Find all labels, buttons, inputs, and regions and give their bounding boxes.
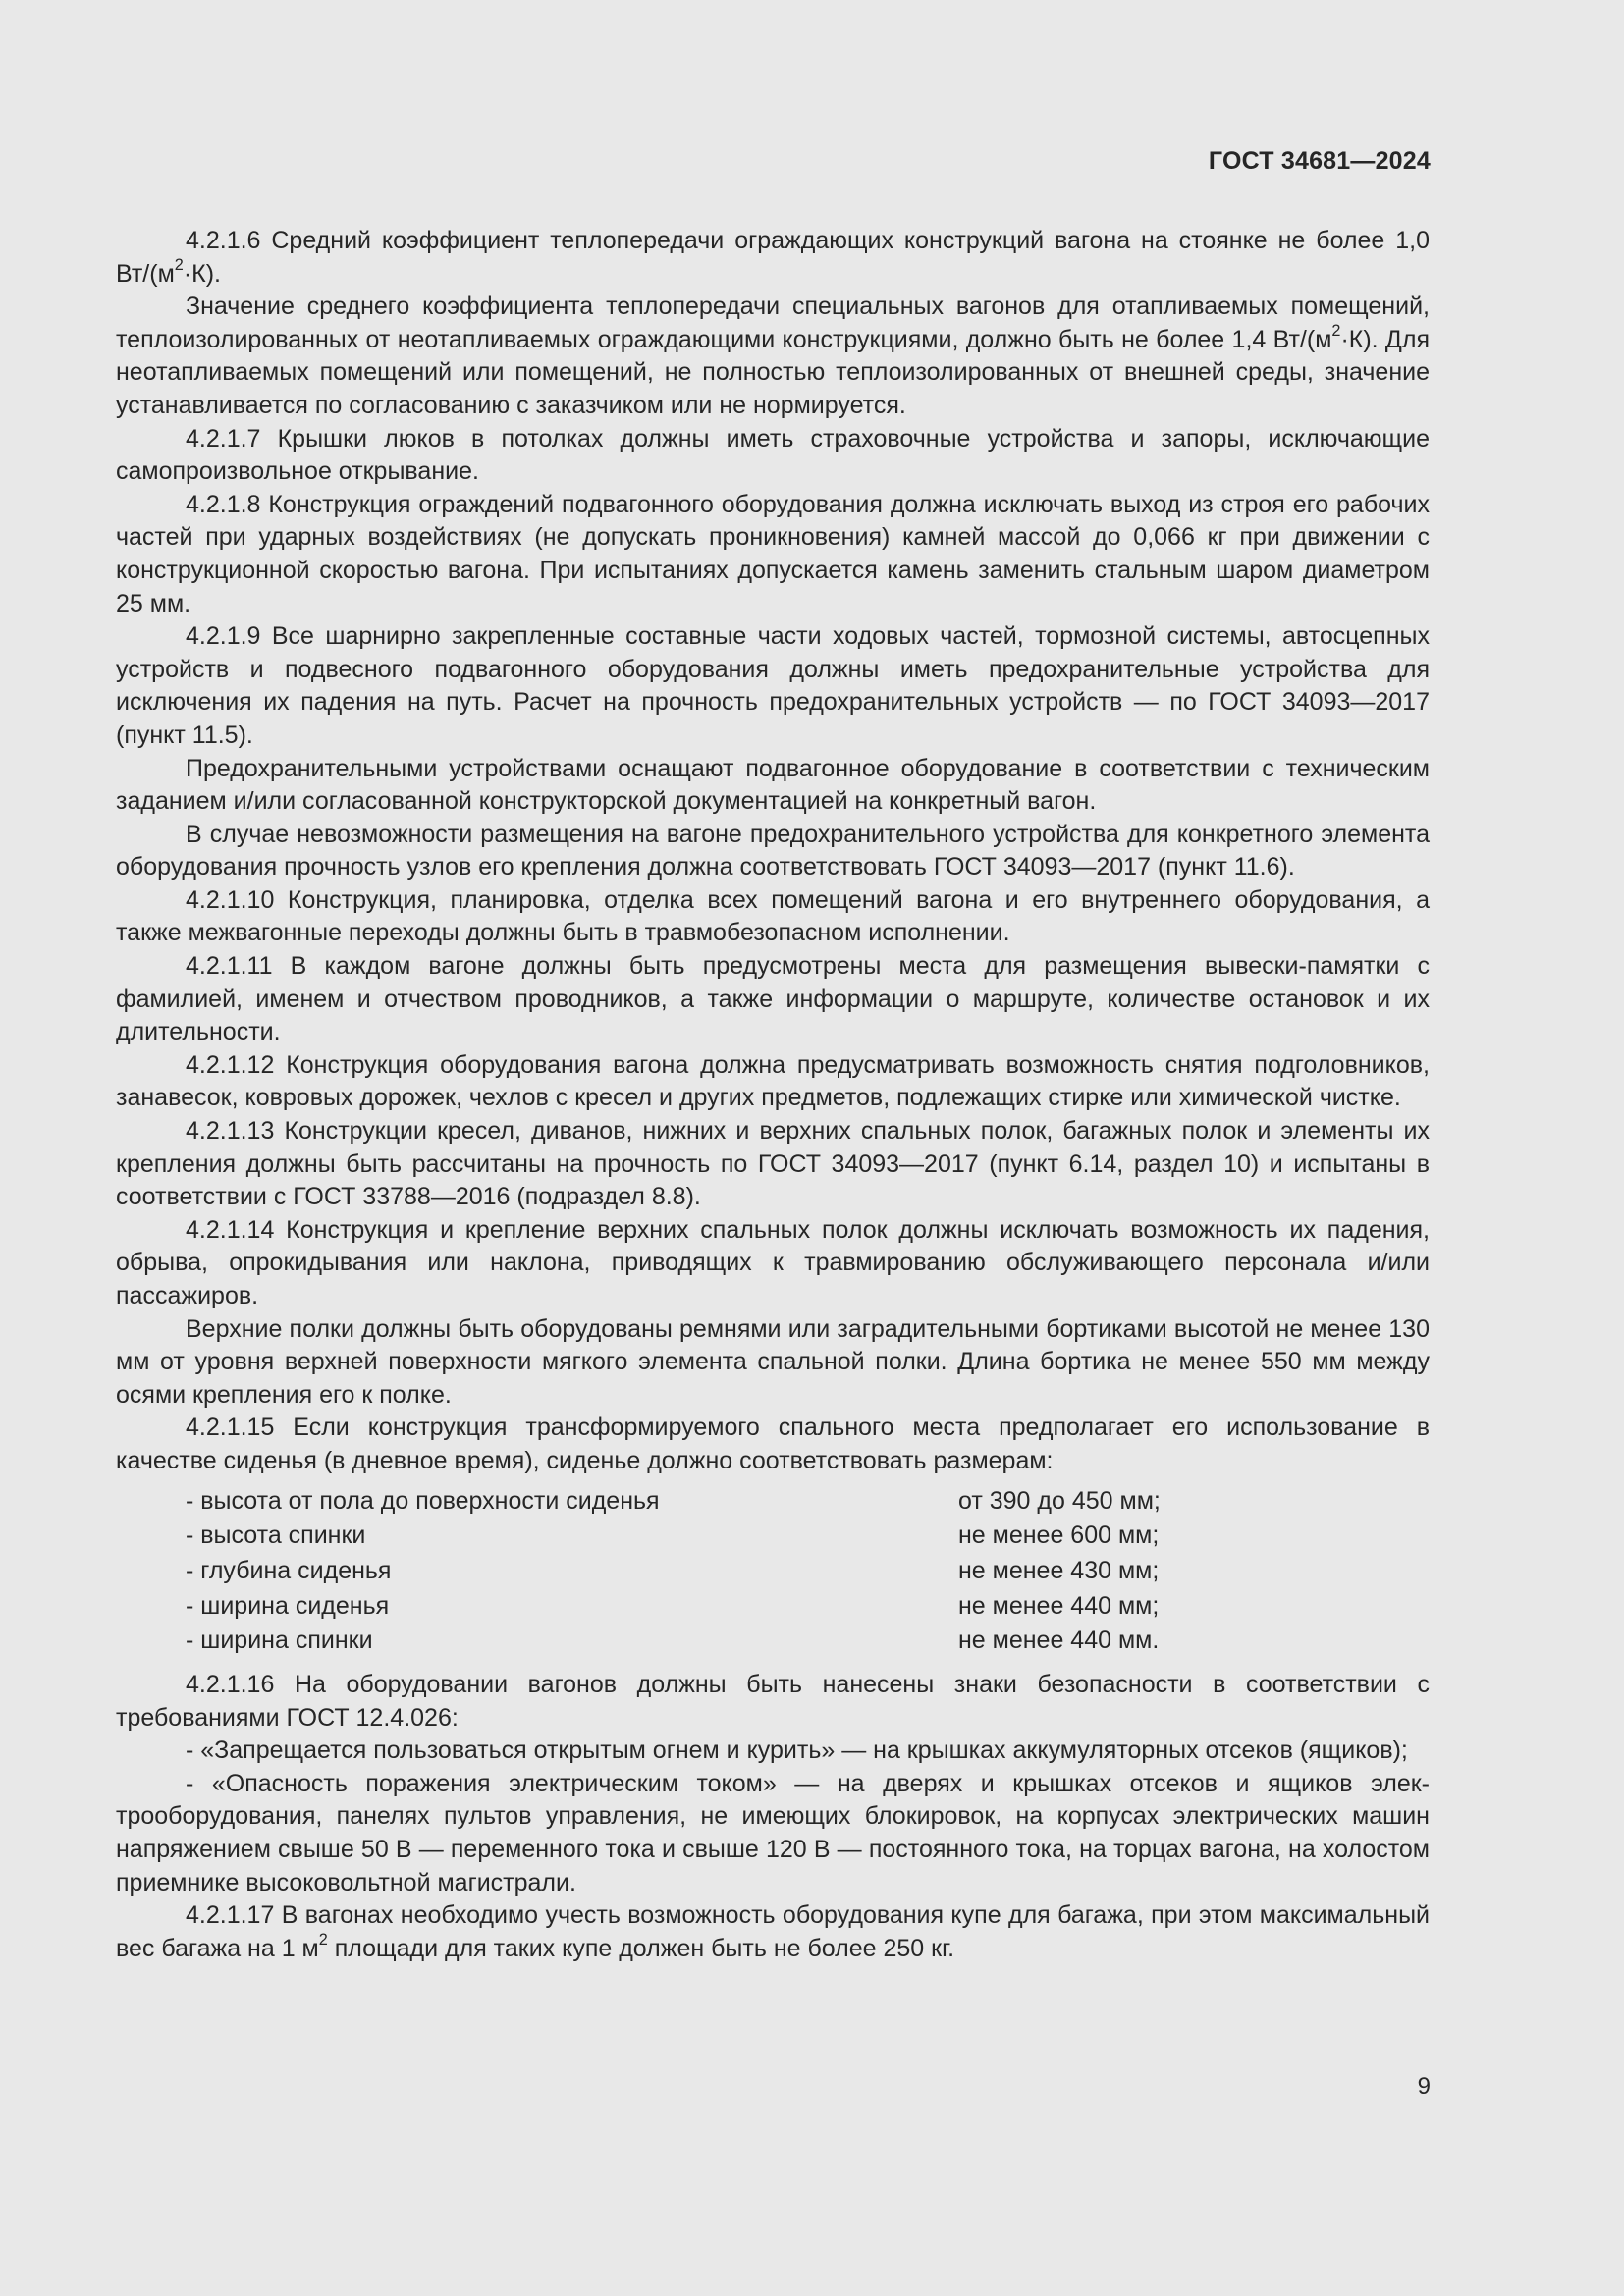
dimension-value: не менее 430 мм; xyxy=(958,1556,1160,1584)
paragraph-4-2-1-11: 4.2.1.11 В каждом вагоне должны быть предусмотрены места для размещения вывески-памятки с фамилией, именем и отчеством проводников, а также информации о маршруте, количестве остановок и их длительности. xyxy=(116,952,1430,1046)
paragraph-sign-electric-shock: - «Опасность поражения электрическим током» — на дверях и крышках отсеков и ящиков электрооборудования, панелях пультов управления, не имеющих блокировок, на корпусах электрических машин напряжением свыше 50 В — переменного тока и свыше 120 В — постоянного тока, на торцах вагона, на холостом приемнике высоковольтной магистрали. xyxy=(116,1769,1430,1896)
dimension-label: - ширина спинки xyxy=(186,1627,373,1655)
paragraph-4-2-1-7: 4.2.1.7 Крышки люков в потолках должны иметь страховочные устройства и запоры, исключающие самопроизвольное открывание. xyxy=(116,424,1430,486)
list-item xyxy=(116,1484,1430,1520)
paragraph-safety-devices-alternative: В случае невозможности размещения на вагоне предохранительного устройства для конкретного элемента оборудования прочность узлов его крепления должна соответствовать ГОСТ 34093—2017 (пункт 11.6). xyxy=(116,820,1430,881)
paragraph-safety-devices: Предохранительными устройствами оснащают подвагонное оборудование в соответствии с техническим заданием и/или согласованной конструкторской документацией на конкретный вагон. xyxy=(116,754,1430,816)
list-item xyxy=(116,1589,1430,1625)
seat-dimensions-list xyxy=(116,1484,1430,1659)
paragraph-4-2-1-6 xyxy=(116,225,1430,291)
superscript: 2 xyxy=(174,255,184,274)
paragraph-4-2-1-15: 4.2.1.15 Если конструкция трансформируемого спального места предполагает его использование в качестве сиденья (в дневное время), сиденье должно соответствовать размерам: xyxy=(116,1414,1430,1474)
paragraph-4-2-1-16: 4.2.1.16 На оборудовании вагонов должны быть нанесены знаки безопасности в соответствии с требованиями ГОСТ 12.4.026: xyxy=(116,1671,1430,1732)
dimension-value: не менее 440 мм; xyxy=(958,1591,1160,1620)
superscript: 2 xyxy=(318,1930,328,1949)
paragraph-4-2-1-8: 4.2.1.8 Конструкция ограждений подвагонного оборудования должна исключать выход из строя его рабочих частей при ударных воздействиях (не допускать проникновения) камней массой до 0,066 кг при движении с конструкционной скоростью вагона. При испытаниях допускается камень заменить стальным шаром диаметром 25 мм. xyxy=(116,490,1430,617)
paragraph-text: площади для таких купе должен быть не более 250 кг. xyxy=(327,1934,955,1962)
paragraph-upper-berths: Верхние полки должны быть оборудованы ремнями или заградительными бортиками высотой не менее 130 мм от уровня верхней поверхности мягкого элемента спальной полки. Длина бортика не менее 550 мм между осями крепления его к полке. xyxy=(116,1314,1430,1409)
dimension-value: не менее 600 мм; xyxy=(958,1522,1160,1550)
document-body xyxy=(116,225,1430,1965)
paragraph-4-2-1-14: 4.2.1.14 Конструкция и крепление верхних спальных полок должны исключать возможность их падения, обрыва, опрокидывания или наклона, приводящих к травмированию обслуживающего персонала и/или пассажиров. xyxy=(116,1215,1430,1309)
dimension-label: - высота спинки xyxy=(186,1522,366,1550)
paragraph-4-2-1-17 xyxy=(116,1899,1430,1965)
superscript: 2 xyxy=(1331,322,1341,341)
paragraph-4-2-1-13: 4.2.1.13 Конструкции кресел, диванов, нижних и верхних спальных полок, багажных полок и элементы их крепления должны быть рассчитаны на прочность по ГОСТ 34093—2017 (пункт 6.14, раздел 10) и испытаны в соответствии с ГОСТ 33788—2016 (подраздел 8.8). xyxy=(116,1117,1430,1211)
document-header: ГОСТ 34681—2024 xyxy=(1208,147,1431,175)
dimension-label: - глубина сиденья xyxy=(186,1556,392,1584)
page-number: 9 xyxy=(1417,2073,1431,2100)
paragraph-text: 4.2.1.6 Средний коэффициент теплопередачи ограждающих конструкций вагона на стоянке не более 1,0 Вт/(м xyxy=(116,227,1430,288)
dimension-value: не менее 440 мм. xyxy=(958,1627,1160,1655)
paragraph-text: 4.2.1.17 В вагонах необходимо учесть возможность оборудования купе для багажа, при этом максимальный вес багажа на 1 м xyxy=(116,1901,1430,1962)
list-item xyxy=(116,1624,1430,1659)
paragraph-sign-no-fire: - «Запрещается пользоваться открытым огнем и курить» — на крышках аккумуляторных отсеков (ящиков); xyxy=(186,1736,1408,1765)
paragraph-heat-transfer-special xyxy=(116,291,1430,422)
list-item xyxy=(116,1519,1430,1554)
dimension-value: от 390 до 450 мм; xyxy=(958,1486,1161,1515)
paragraph-4-2-1-10: 4.2.1.10 Конструкция, планировка, отделка всех помещений вагона и его внутреннего оборудования, а также межвагонные переходы должны быть в травмобезопасном исполнении. xyxy=(116,885,1430,947)
paragraph-4-2-1-12: 4.2.1.12 Конструкция оборудования вагона должна предусматривать возможность снятия подголовников, занавесок, ковровых дорожек, чехлов с кресел и других предметов, подлежащих стирке или химической чистке. xyxy=(116,1050,1430,1112)
paragraph-text: ·К). xyxy=(183,259,221,288)
paragraph-text: ·К). Для неотапливаемых помещений или помещений, не полностью теплоизолированных от внешней среды, значение устанавливается по согласованию с заказчиком или не нормируется. xyxy=(116,325,1430,419)
dimension-label: - высота от пола до поверхности сиденья xyxy=(186,1486,660,1515)
paragraph-4-2-1-9: 4.2.1.9 Все шарнирно закрепленные составные части ходовых частей, тормозной системы, автосцепных устройств и подвесного подвагонного оборудования должны иметь предохранительные устройства для исключения их падения на путь. Расчет на прочность предохранительных устройств — по ГОСТ 34093—2017 (пункт 11.5). xyxy=(116,622,1430,749)
list-item xyxy=(116,1554,1430,1589)
paragraph-text: Значение среднего коэффициента теплопередачи специальных вагонов для отапливаемых помещений, теплоизолированных от неотапливаемых ограждающими конструкциями, должно быть не более 1,4 Вт/(м xyxy=(116,293,1430,353)
dimension-label: - ширина сиденья xyxy=(186,1591,390,1620)
